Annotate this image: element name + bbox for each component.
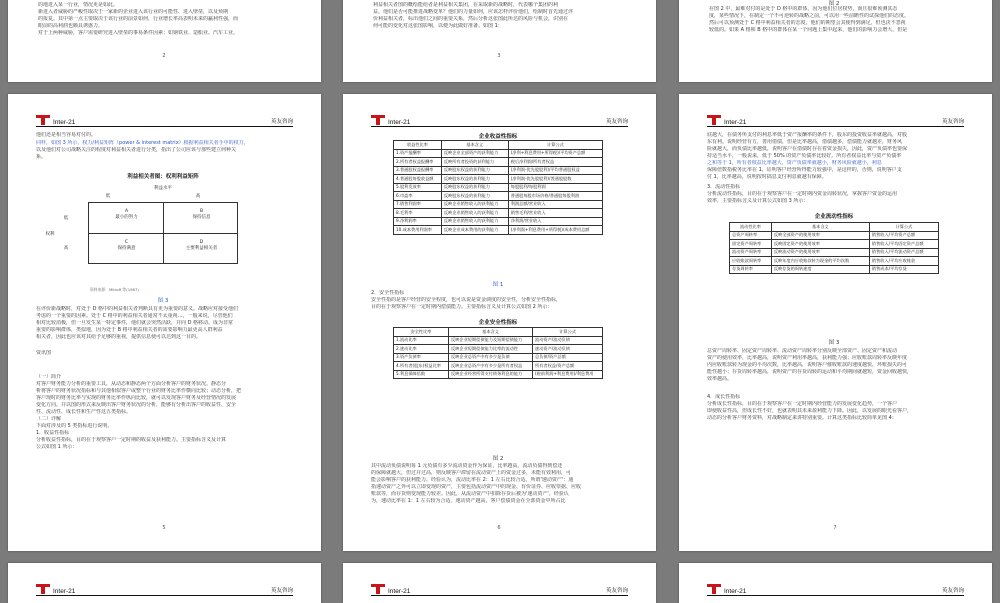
text-line: 的保障就越大，但过并过高，则反映客户滞留在流动资产上的资金过多，未能有效利用，可 xyxy=(371,470,572,476)
table-cell: 总资产周转率 xyxy=(730,231,772,240)
text-line: 1．收益性指标 xyxy=(36,430,70,436)
table-cell: (净利润-优先股股利)/平均普通股权益 xyxy=(508,166,602,175)
table-title: 企业安全性指标 xyxy=(478,320,518,326)
table-cell: (税前利润+利息费用)/利息费用 xyxy=(533,370,603,379)
header-left-text: Inter-21 xyxy=(53,588,76,595)
table-cell: 反映企业全部资产的获利能力 xyxy=(441,149,508,158)
text-line: 相对比较消极，但一旦发生某一特定事件，他们就会突然活跃，并向 D 格移动。成为非常 xyxy=(36,320,234,326)
table-cell: 利润总额/营业收入 xyxy=(508,200,602,209)
table-cell: 净利润/营业收入 xyxy=(508,217,602,226)
table-row xyxy=(394,192,603,201)
matrix-source: 资料来源：Mitroff 等(1987) xyxy=(90,287,139,292)
matrix-cell-d: D 主要利益相关者 xyxy=(185,240,218,251)
text-line: 他们还是相当容易对付的。 xyxy=(36,132,97,138)
text-line: 4．成长性指标 xyxy=(707,394,741,400)
table-cell: 反映企业成本费用的获利能力 xyxy=(441,226,508,235)
page-header xyxy=(371,582,628,596)
table-cell: 固定资产周转率 xyxy=(730,240,772,249)
table-cell: 9.净利润率 xyxy=(394,217,442,226)
table-row xyxy=(730,265,939,274)
page-number: 3 xyxy=(497,53,501,59)
text-line: 持适当水平，一般说来，低于 50% 的资产负债率比较好。所有者权益比率与资产负债率 xyxy=(707,153,902,159)
table-row xyxy=(394,226,603,235)
table-cell: 销售收入/平均流动资产总额 xyxy=(869,248,938,257)
text-line: 然后可以预测处于 C 格中利益相关者的态度，他们的期望会其使得到满足，但也決不忽视 xyxy=(709,20,906,26)
table-cell: 反映流动资产的使用效率 xyxy=(771,248,869,257)
table-cell: 反映企业销售收入的获利能力 xyxy=(441,209,508,218)
table-cell: 反映企业总资产中有多少是负债 xyxy=(449,353,533,362)
table-header-cell: 流动性比率 xyxy=(730,223,772,232)
page-number: 7 xyxy=(833,525,837,531)
table-cell: 反映企业短期偿债能力比率的流动性 xyxy=(449,345,533,354)
matrix-cell-a: A 最小的努力 xyxy=(115,209,138,220)
table-cell: 3.资产负债率 xyxy=(394,353,449,362)
text-line: 较低的。如果 A 格和 B 格中的群体在某一个问题上集中起来，他们的影响力会增大，但是 xyxy=(709,27,908,33)
table-row xyxy=(394,158,603,167)
table-cell: 存货周转率 xyxy=(730,265,772,274)
table-cell: 反映存货的周转速度 xyxy=(771,265,869,274)
safety-table xyxy=(393,327,603,379)
table-cell: (净利+利息费用+所得税)/平均资产总额 xyxy=(508,149,602,158)
text-line: 能性越小；存货周转率越高，说明资产的存货周转的运动和平均期间就越短，资金回收越快， xyxy=(707,369,913,375)
text-line: 即使收益性高，但成长性不好，也就表明其未来盈利能力下降。因此，以发展的眼光看客户， xyxy=(707,408,913,414)
text-line: 的地进入某一行业，情况更是如此。 xyxy=(38,2,119,8)
page-10 xyxy=(679,563,992,603)
inter21-logo xyxy=(36,584,50,594)
text-line: 对于上两种威胁，客户需要研究进入壁垒的事易条件因素：如钢铁业、造船业、汽车工业。 xyxy=(38,30,239,36)
inter21-logo xyxy=(707,584,721,594)
figure-caption: 图 3 xyxy=(828,340,840,346)
table-cell: 反映所有者投资的获利能力 xyxy=(441,158,508,167)
table-cell: 4.所有者(股东)权益比率 xyxy=(394,362,449,371)
text-line: 何可能的变化对这张图影响，以便为此做好准备。如图 1： xyxy=(373,23,503,29)
table-cell: (净利润-优先股股利)/普通股股数 xyxy=(508,175,602,184)
header-left-text: Inter-21 xyxy=(53,119,76,126)
header-right-text: 英友咨询 xyxy=(941,119,964,125)
text-line-link[interactable]: 同样，如图 3 所示，权力/利益矩阵（power & interest matrix）根据利益相关者手中的权力， xyxy=(36,140,249,146)
page-number: 2 xyxy=(162,53,166,59)
text-line: 安全性指的是客户经营的安全程度，也可以说是资金调度的安全性，分析安全性指标， xyxy=(371,297,562,303)
table-cell: 反映企业销售收入的获利能力 xyxy=(441,217,508,226)
table-cell: (净利润+利息费用+所得税)/成本费用总额 xyxy=(508,226,602,235)
table-cell: 反映股东权益的获利能力 xyxy=(441,192,508,201)
inter21-logo xyxy=(371,115,385,125)
table-cell: 反映固定资产的使用效率 xyxy=(771,240,869,249)
text-line: 在评价新战略时，对处于 D 格中的利益相关者判断具有更为重要的意义。战略应对接受他们 xyxy=(36,306,239,312)
text-line: 系。 xyxy=(36,154,47,160)
page-2 xyxy=(8,0,321,82)
text-line: 析将客户的财务状况指标和与其他相似客户或整个行业的财务比率作横向比较；动态分析，把 xyxy=(36,388,242,394)
text-line: 公式如图 1 所示： xyxy=(36,444,78,450)
table-row xyxy=(394,175,603,184)
table-row xyxy=(394,345,603,354)
table-cell: 普通股每股市场价格/普通股每股利润 xyxy=(508,192,602,201)
table-header-cell: 收益性比率 xyxy=(394,141,442,150)
page-6 xyxy=(343,94,656,551)
table-cell: 反映企业销售收入的获利能力 xyxy=(441,200,508,209)
table-row xyxy=(730,257,939,266)
text-line: 内应收账款转为现金的平均次数，比率越高，说明客户催收账款的速度越快，坏账损失的可 xyxy=(707,362,908,368)
table-cell: 反映企业总资产中有多少是所有者权益 xyxy=(449,362,533,371)
table-cell: 6.市盈率 xyxy=(394,192,442,201)
page-header xyxy=(371,113,628,127)
matrix-cell-b: B 保持信息 xyxy=(192,209,211,220)
table-row xyxy=(394,183,603,192)
page-4 xyxy=(679,0,992,82)
table-cell: 5.股利发放率 xyxy=(394,183,442,192)
page-3 xyxy=(343,0,656,82)
table-row xyxy=(730,231,939,240)
text-line: 重要的影响群体，类似地，因为处于 B 格中利益相关者的需要影响力最更高人群利益 xyxy=(36,327,223,333)
page-header xyxy=(36,113,293,127)
text-line: 益。他们是否可能推进战略变革？他们的力量如何，应该怎样评价他们，绘制时首先通过评 xyxy=(373,9,574,15)
text-line: 利益相关者图的概绘能给者是利益相关集团，在采取新的战略时，代表哪个集团的利 xyxy=(373,2,559,8)
text-line: 的报复。其中第一点主要取决于该行业的前景如何，行业增长率高表明未来的赢利性强，而 xyxy=(38,16,239,22)
header-right-text: 英友咨询 xyxy=(941,588,964,594)
text-line: 性、流动性、成长性和生产性这五类指标。 xyxy=(36,409,132,415)
text-line: 2．安全性指标 xyxy=(371,290,405,296)
page-9 xyxy=(343,563,656,603)
table-cell: 销售收入/平均资产总额 xyxy=(869,231,938,240)
table-cell: 反映股东权益的获利能力 xyxy=(441,175,508,184)
matrix-title: 利益相关者图：权利利益矩阵 xyxy=(127,174,199,180)
text-line: 眼前的高利润也颇具诱惑力。 xyxy=(38,23,104,29)
table-row xyxy=(394,149,603,158)
table-cell: 应收账款周转率 xyxy=(730,257,772,266)
matrix-low: 低 xyxy=(63,216,69,221)
table-cell: 总负债/资产总额 xyxy=(533,353,603,362)
header-left-text: Inter-21 xyxy=(724,119,747,126)
text-line-link[interactable]: 之和等于 1，所有者权益比率越大，资产负债率就越小，财务风险就越小，利息 xyxy=(707,160,882,166)
header-left-text: Inter-21 xyxy=(724,588,747,595)
table-row xyxy=(394,209,603,218)
text-line: 对客户财务能力分析的重要工具，从动态和静态两个方面分析客户的财务状况。静态分 xyxy=(36,381,227,387)
page-8 xyxy=(8,563,321,603)
page-header xyxy=(36,582,293,596)
table-cell: 销售收入/平均固定资产总额 xyxy=(869,240,938,249)
table-cell: 1.资产报酬率 xyxy=(394,149,442,158)
text-line: 3．流动性指标 xyxy=(707,184,741,190)
table-header-cell: 计算公式 xyxy=(869,223,938,232)
table-row xyxy=(394,336,603,345)
table-row xyxy=(730,240,939,249)
figure-caption: 图 3 xyxy=(157,298,169,304)
text-line: 保障倍数指税务比率在 1，证明客户经营所得能力较强中，是这样的，否则，说明客户支 xyxy=(707,167,902,173)
text-line: 指速动资产之外可以立即变现的资产，主要包括流动资产中的现金、有价证券、应收票据、应收 xyxy=(371,484,582,490)
table-cell: 2.所有者权益报酬率 xyxy=(394,158,442,167)
table-cell: 1.流动比率 xyxy=(394,336,449,345)
table-cell: 4.普通股每股收益额 xyxy=(394,175,442,184)
text-line: 新进入者威胁的严峻性取决于一家新的企业进入该行业的可能性、进入壁垒，以及预期 xyxy=(38,9,229,15)
text-line: 动态的分析客户财务资料，对战略制定来讲特别重要。计算这类指标比较简单见图 4： xyxy=(707,415,897,421)
table-cell: 7.销售利润率 xyxy=(394,200,442,209)
figure-caption: 图 1 xyxy=(492,282,504,288)
figure-caption: 图 2 xyxy=(828,1,840,7)
table-cell: 3.普通股权益报酬率 xyxy=(394,166,442,175)
table-cell: 10.成本费用利润率 xyxy=(394,226,442,235)
page-number: 6 xyxy=(497,525,501,531)
text-line: 下面对涉及的 5 类指标进行说明。 xyxy=(36,423,113,429)
text-line: 付 1，比率越高，说明按时搞息支付利息就越有保障。 xyxy=(707,174,827,180)
table-row xyxy=(394,362,603,371)
header-left-text: Inter-21 xyxy=(388,588,411,595)
text-line: 效率，主要指标含义及计算公式如图 3 所示： xyxy=(707,198,809,204)
liquidity-table xyxy=(729,222,939,274)
table-row xyxy=(394,370,603,379)
table-cell: 所有者权益/资产总额 xyxy=(533,362,603,371)
table-cell: 反映企业短期偿债能力及短期偿债能力 xyxy=(449,336,533,345)
text-line: 在图 2 中，最难对付的是处于 D 格中的群体，因为他们位居权势，而且很难预测其态 xyxy=(709,6,898,12)
matrix-top-label: 利益水平 xyxy=(154,186,172,191)
table-cell: 税后净利润/所有者权益 xyxy=(508,158,602,167)
table-header-cell: 基本含义 xyxy=(441,141,508,150)
text-line: 分析收益性指标，目的在于观察客户一定时期的收益及获利能力。主要指标含义及计算 xyxy=(36,437,227,443)
table-row xyxy=(394,200,603,209)
table-cell: 每股股利/每股利润 xyxy=(508,183,602,192)
table-cell: 流动资产/流动负债 xyxy=(533,336,603,345)
matrix-high: 高 xyxy=(63,246,69,251)
table-cell: 反映股东权益的获利能力 xyxy=(441,183,508,192)
text-line: 度，某些情况下，在制定一个不可逆转的战略之前，可以用一些前瞻性的试探他们的态度。 xyxy=(709,13,910,19)
table-title: 企业流动性指标 xyxy=(814,214,854,220)
inter21-logo xyxy=(36,115,50,125)
text-line: 底越大，在债务所支付的利息率低于资产报酬率的条件下，股东的投资收益率就越高，对股 xyxy=(707,132,908,138)
header-left-text: Inter-21 xyxy=(388,119,411,126)
figure-caption: 图 2 xyxy=(492,456,504,462)
text-line: 目的在于观察客户在一定时期内偿债能力。主要指标含义及计算公式如图 2 所示： xyxy=(371,304,553,310)
text-line: （一）简介 xyxy=(36,374,62,380)
table-cell: 2.速动比率 xyxy=(394,345,449,354)
text-line: 东有利。说明经营有方，善用借债，但是比率越高，借债越多，偿债能力就越差，财务风 xyxy=(707,139,903,145)
header-right-text: 英友咨询 xyxy=(270,588,293,594)
table-cell: 8.毛利率 xyxy=(394,209,442,218)
text-line: 价利益相关者，标出他们之间的重要关系，然后分析这张图此所达的风险与机会，识别在 xyxy=(373,16,569,22)
inter21-logo xyxy=(707,115,721,125)
text-line: 以及他们对公司战略关注的程度对利益相关者进行分类，指出了公司应该与那些建立何种关 xyxy=(36,147,237,153)
table-cell: 反映企业经营所得支付债务利息的能力 xyxy=(449,370,533,379)
table-cell: 销售收入/平均应收账款 xyxy=(869,257,938,266)
page-header xyxy=(707,582,964,596)
profitability-table xyxy=(393,140,603,235)
text-line: 其中流动负债说明每 1 元负债有多少流动资金作为保证，比率越高，流动负债得到偿还 xyxy=(371,463,563,469)
table-cell: 5.利息保障倍数 xyxy=(394,370,449,379)
table-row xyxy=(394,166,603,175)
table-cell: 反映年度内应收账款转为现金的平均次数 xyxy=(771,257,869,266)
table-cell: 反映全部资产的使用效率 xyxy=(771,231,869,240)
power-interest-matrix xyxy=(88,202,238,264)
header-right-text: 英友咨询 xyxy=(605,588,628,594)
page-header xyxy=(707,113,964,127)
text-line: 分析流动性指标，目的在于观察客户在一定时期内资金周转状况，掌握客户资金的运用 xyxy=(707,191,898,197)
text-line: 险就越大，而负债比率越低，说明客户在借债时存在着资金损失，因此，资产负债率也要保 xyxy=(707,146,908,152)
inter21-logo xyxy=(371,584,385,594)
header-right-text: 英友咨询 xyxy=(270,119,293,125)
table-header-cell: 基本含义 xyxy=(771,223,869,232)
table-cell: 反映股东权益的获利能力 xyxy=(441,166,508,175)
text-line: 考虑的一个重要的因素。处于 C 格中的利益相关者通常不太重视…，一般来说，尽管他们 xyxy=(36,313,233,319)
section-heading: 资讯图 xyxy=(36,350,52,356)
table-header-cell: 基本含义 xyxy=(449,328,533,337)
page-number: 5 xyxy=(162,525,166,531)
text-line: 为，速动比率在 1：1 左右较为合适。速动资产越高，客户偿债资金在全部资金中所占比 xyxy=(371,498,566,504)
table-cell: 销售成本/平均存货 xyxy=(869,265,938,274)
table-row xyxy=(394,217,603,226)
table-row xyxy=(394,353,603,362)
text-line: 变化方向。并以图的形式来反映出客户财务状况的分析，能够有分析出客户的收益性、安全 xyxy=(36,402,237,408)
text-line: 分析成长性指标，目的在于观察客户在一定时期内经营能力的发展变化趋势，一个客户 xyxy=(707,401,898,407)
text-line: 效率越高。 xyxy=(707,376,733,382)
text-line: 能会影响客户的获利能力。经验认为，流动比率在 2：1 左右比较合适。所谓'速动资产'：通 xyxy=(371,477,574,483)
table-header-cell: 计算公式 xyxy=(508,141,602,150)
matrix-cell-c: C 保持满意 xyxy=(117,240,136,251)
text-line: 账款等，而存货则变现能力较差。因此，从流动资产中扣除存货后被为'速动资产'。经验认 xyxy=(371,491,569,497)
text-line: 总资产周转率、固定资产周转率、流动资产周转率分别反映全部资产、固定资产和流动 xyxy=(707,348,898,354)
page-5 xyxy=(8,94,321,551)
matrix-high: 高 xyxy=(195,194,201,199)
table-row xyxy=(730,248,939,257)
text-line: 相关者，因此也应该对其给予足够的重视，提供信息使可以达到这一目的。 xyxy=(36,334,202,340)
text-line: 客户现时的财务比率与实现的财务比率作纵向比较，就可以发现客户财务及经营情况的发展 xyxy=(36,395,237,401)
table-title: 企业收益性指标 xyxy=(478,134,518,140)
table-cell: 速动资产/流动负债 xyxy=(533,345,603,354)
table-cell: 销售毛利/营业收入 xyxy=(508,209,602,218)
matrix-left-label: 权利 xyxy=(45,232,55,237)
table-header-cell: 安全性比率 xyxy=(394,328,449,337)
table-header-cell: 计算公式 xyxy=(533,328,603,337)
table-cell: 流动资产周转率 xyxy=(730,248,772,257)
page-7 xyxy=(679,94,992,551)
matrix-low: 低 xyxy=(105,194,111,199)
header-right-text: 英友咨询 xyxy=(605,119,628,125)
text-line: （二）详解 xyxy=(36,416,62,422)
text-line: 资产的使用效率，比率越高，说明资产利用率越高，获利能力强；应收账款周转率反映年度 xyxy=(707,355,908,361)
